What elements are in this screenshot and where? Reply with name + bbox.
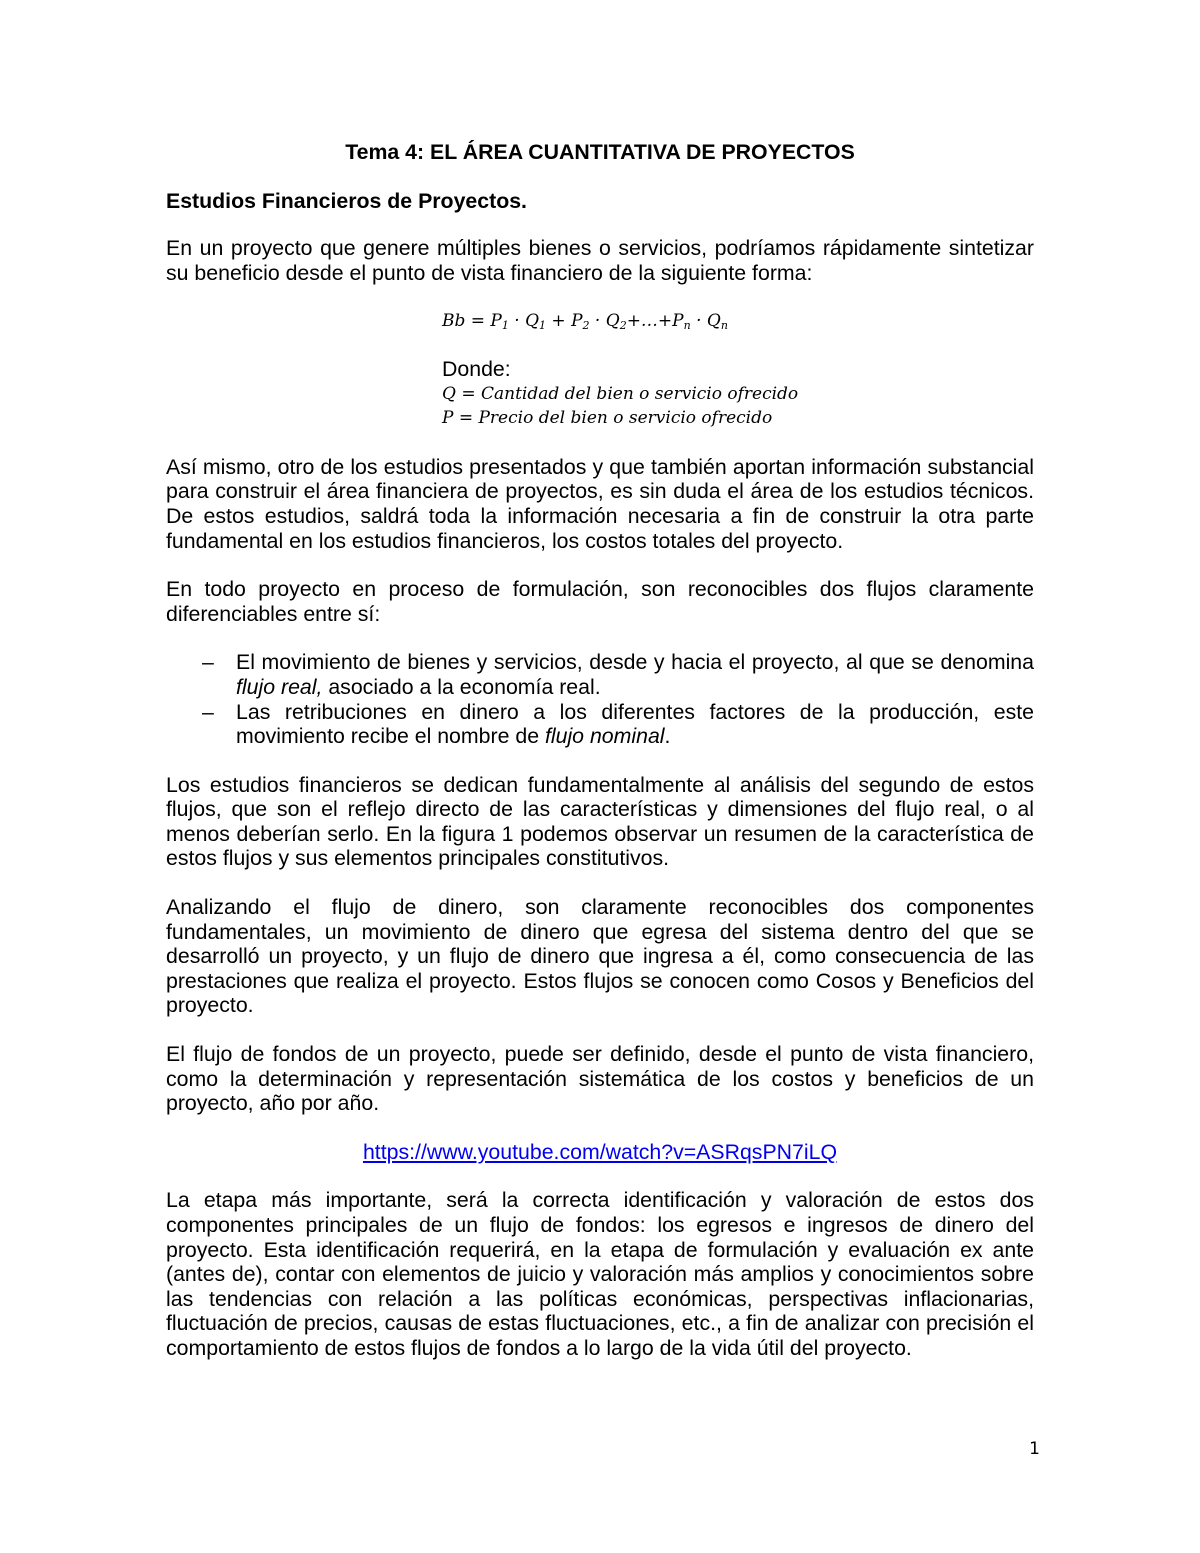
formula-subscript: 2 [582,319,590,333]
formula-subscript: 1 [539,319,547,333]
benefit-formula [442,309,1034,334]
paragraph-identification: La etapa más importante, será la correcta identificación y valoración de estos dos componentes principales de un flujo de fondos: los egresos e ingresos de dinero del proyecto. Esta identificación requerirá, en la etapa de formulación y evaluación ex ante (antes de), contar con elementos de juicio y valoración más amplios y conocimientos sobre las tendencias con relación a las políticas económicas, perspectivas inflacionarias, fluctuación de precios, causas de estas fluctuaciones, etc., a fin de analizar con precisión el comportamiento de estos flujos de fondos a lo largo de la vida útil del proyecto. [166,1188,1034,1360]
dash-bullet: – [202,650,214,675]
paragraph-cash-flow: El flujo de fondos de un proyecto, puede ser definido, desde el punto de vista financiero, como la determinación y representación sistemática de los costos y beneficios de un proyecto, año por año. [166,1042,1034,1116]
video-link-line [166,1140,1034,1165]
list-item-emphasis: flujo real, [236,674,323,699]
list-item-text: asociado a la economía real. [322,674,601,699]
list-item-emphasis: flujo nominal [544,724,665,749]
formula-part: + P [546,311,583,332]
paragraph-intro: En un proyecto que genere múltiples bienes o servicios, podríamos rápidamente sintetizar su beneficio desde el punto de vista financiero de la siguiente forma: [166,236,1034,285]
list-item-text: El movimiento de bienes y servicios, desde y hacia el proyecto, al que se denomina [236,650,1034,675]
formula-definition-p: P = Precio del bien o servicio ofrecido [442,408,773,429]
youtube-link[interactable]: https://www.youtube.com/watch?v=ASRqsPN7iLQ [362,1139,838,1164]
formula-part: · Q [508,311,540,332]
section-heading: Estudios Financieros de Proyectos. [166,188,527,213]
paragraph-money-flow: Analizando el flujo de dinero, son claramente reconocibles dos componentes fundamentales, un movimiento de dinero que egresa del sistema dentro del que se desarrolló un proyecto, y un flujo de dinero que ingresa a él, como consecuencia de las prestaciones que realiza el proyecto. Estos flujos se conocen como Cosos y Beneficios del proyecto. [166,895,1034,1018]
paragraph-financial-studies: Los estudios financieros se dedican fundamentalmente al análisis del segundo de estos flujos, que son el reflejo directo de las características y dimensiones del flujo real, o al menos deberían serlo. En la figura 1 podemos observar un resumen de la característica de estos flujos y sus elementos principales constitutivos. [166,772,1034,871]
document-title: Tema 4: EL ÁREA CUANTITATIVA DE PROYECTOS [345,140,855,164]
formula-part: · Q [589,311,620,332]
list-item-text: Las retribuciones en dinero a los diferentes factores de la producción, este movimiento recibe el nombre de [236,699,1034,749]
formula-part: · Q [690,311,721,332]
formula-subscript: 2 [619,319,627,333]
list-item [166,700,1034,749]
formula-subscript: n [683,319,691,333]
document-body [166,140,1034,1385]
dash-bullet: – [202,699,214,724]
list-item [166,650,1034,699]
formula-donde-label: Donde: [442,356,511,381]
formula-definition-q: Q = Cantidad del bien o servicio ofrecido [442,383,799,404]
formula-subscript: n [720,319,728,333]
formula-part: +…+P [626,311,684,332]
formula-part: Bb = P [442,311,502,332]
flows-list [166,650,1034,748]
list-item-text: . [664,724,671,749]
formula-block [166,309,1034,430]
paragraph-flows: En todo proyecto en proceso de formulación, son reconocibles dos flujos claramente diferenciables entre sí: [166,577,1034,626]
formula-subscript: 1 [501,319,509,333]
paragraph-technical-studies: Así mismo, otro de los estudios presentados y que también aportan información substancial para construir el área financiera de proyectos, es sin duda el área de los estudios técnicos. De estos estudios, saldrá toda la información necesaria a fin de construir la otra parte fundamental en los estudios financieros, los costos totales del proyecto. [166,454,1034,553]
page-number: 1 [1029,1439,1040,1459]
